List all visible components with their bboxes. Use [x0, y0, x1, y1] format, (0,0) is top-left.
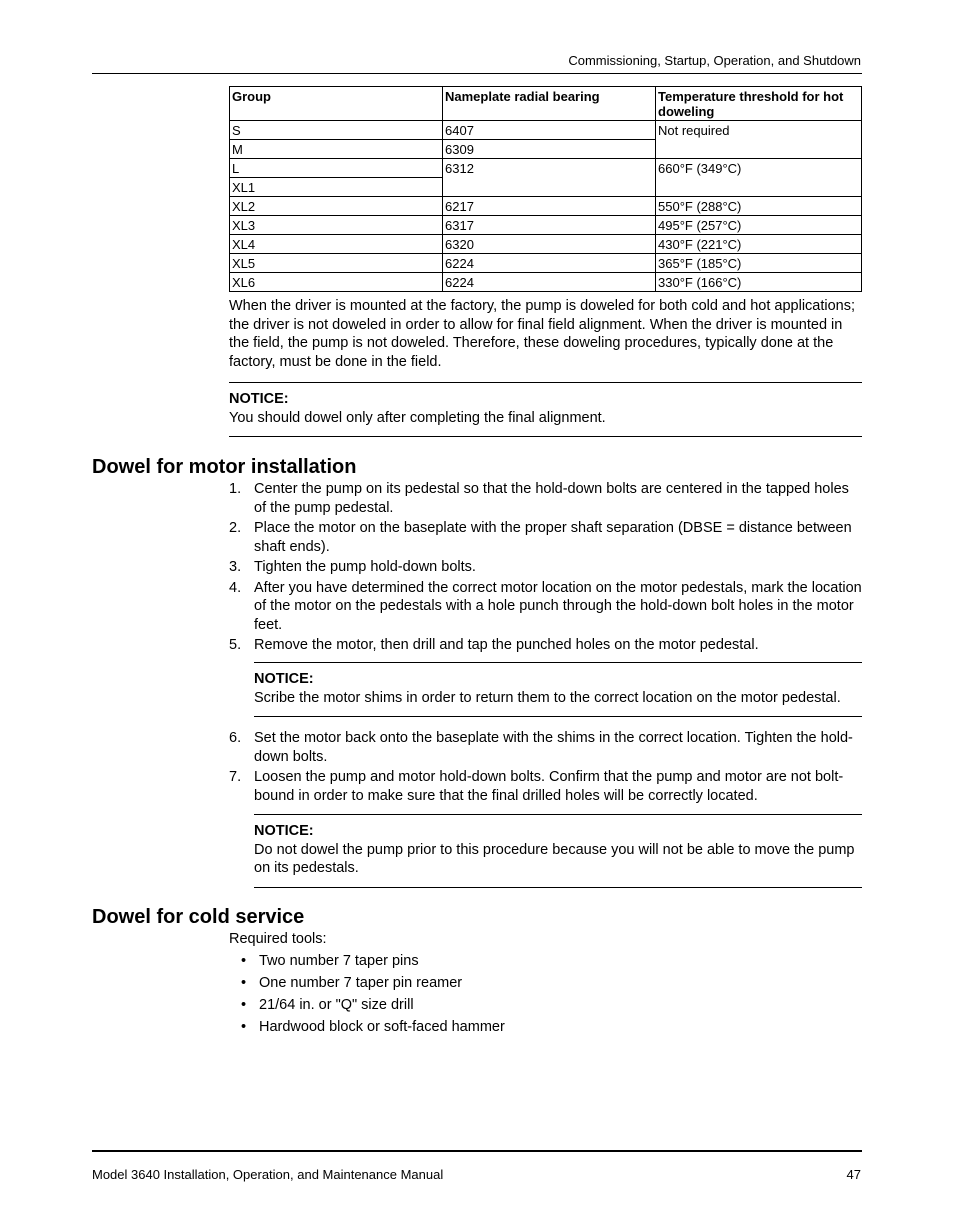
step-text: Place the motor on the baseplate with the proper shaft separation (DBSE = distance between shaft ends). — [254, 520, 852, 555]
step-number: 7. — [229, 769, 242, 785]
cell-group: XL4 — [230, 235, 443, 254]
cell-bearing: 6224 — [443, 254, 656, 273]
footer-manual-title: Model 3640 Installation, Operation, and Maintenance Manual — [92, 1167, 444, 1182]
notice-text: You should dowel only after completing the final alignment. — [229, 409, 606, 426]
cell-temperature: 430°F (221°C) — [656, 235, 862, 254]
list-item — [241, 1018, 505, 1037]
cell-bearing: 6217 — [443, 197, 656, 216]
notice-label: NOTICE: — [254, 823, 314, 839]
required-tools-intro: Required tools: — [229, 931, 327, 947]
cell-temperature: 365°F (185°C) — [656, 254, 862, 273]
cell-group: XL6 — [230, 273, 443, 292]
table-row — [230, 197, 862, 216]
list-item — [229, 768, 862, 805]
cell-group: S — [230, 121, 443, 140]
list-item — [229, 579, 862, 635]
cell-bearing: 6320 — [443, 235, 656, 254]
required-tools-list — [241, 952, 505, 1040]
table-row — [230, 273, 862, 292]
page-number: 47 — [846, 1167, 861, 1182]
cell-group: XL2 — [230, 197, 443, 216]
cell-temperature: 550°F (288°C) — [656, 197, 862, 216]
notice-text: Scribe the motor shims in order to return them to the correct location on the motor pedestal. — [254, 689, 841, 706]
table-row — [230, 216, 862, 235]
step-text: Center the pump on its pedestal so that the hold-down bolts are centered in the tapped holes of the pump pedestal. — [254, 481, 849, 516]
cell-bearing: 6224 — [443, 273, 656, 292]
cell-temperature: Not required — [656, 121, 862, 159]
notice-label: NOTICE: — [229, 391, 289, 407]
step-text: Tighten the pump hold-down bolts. — [254, 559, 476, 575]
notice-label: NOTICE: — [254, 671, 314, 687]
section-heading-cold-service: Dowel for cold service — [92, 906, 305, 928]
bullet-icon: • — [241, 953, 247, 969]
step-text: Loosen the pump and motor hold-down bolts. Confirm that the pump and motor are not bolt-bound in order to make sure that the final drilled holes will be correctly located. — [254, 769, 844, 804]
running-header: Commissioning, Startup, Operation, and Shutdown — [568, 53, 861, 68]
notice-text: Do not dowel the pump prior to this procedure because you will not be able to move the pump on its pedestals. — [254, 841, 855, 876]
cell-bearing: 6312 — [443, 159, 656, 197]
section-heading-motor-installation: Dowel for motor installation — [92, 456, 357, 478]
doweling-threshold-table — [229, 86, 862, 292]
cell-group: XL1 — [230, 178, 443, 197]
step-number: 2. — [229, 520, 242, 536]
table-row — [230, 159, 862, 178]
step-number: 3. — [229, 559, 242, 575]
motor-installation-steps — [229, 480, 862, 657]
tool-text: Hardwood block or soft-faced hammer — [259, 1019, 505, 1035]
notice-box — [254, 814, 862, 888]
notice-box — [254, 662, 862, 717]
step-text: Remove the motor, then drill and tap the punched holes on the motor pedestal. — [254, 637, 759, 653]
cell-bearing: 6317 — [443, 216, 656, 235]
table-row — [230, 121, 862, 140]
cell-group: XL5 — [230, 254, 443, 273]
cell-group: XL3 — [230, 216, 443, 235]
bullet-icon: • — [241, 975, 247, 991]
table-header-row — [230, 87, 862, 121]
step-number: 4. — [229, 579, 242, 596]
list-item — [241, 952, 505, 971]
list-item — [229, 558, 862, 577]
header-rule — [92, 73, 862, 74]
table-row — [230, 235, 862, 254]
column-header-bearing: Nameplate radial bearing — [443, 87, 656, 121]
cell-bearing: 6407 — [443, 121, 656, 140]
tool-text: 21/64 in. or "Q" size drill — [259, 997, 414, 1013]
cell-group: M — [230, 140, 443, 159]
list-item — [241, 974, 505, 993]
cell-temperature: 495°F (257°C) — [656, 216, 862, 235]
table-row — [230, 254, 862, 273]
notice-box — [229, 382, 862, 437]
motor-installation-steps-continued — [229, 729, 862, 807]
step-number: 1. — [229, 481, 242, 497]
step-number: 5. — [229, 637, 242, 653]
cell-temperature: 330°F (166°C) — [656, 273, 862, 292]
step-text: After you have determined the correct motor location on the motor pedestals, mark the location of the motor on the pedestals with a hole punch through the hold-down bolt holes in the motor feet. — [254, 579, 862, 633]
list-item — [241, 996, 505, 1015]
intro-paragraph: When the driver is mounted at the factory, the pump is doweled for both cold and hot applications; the driver is not doweled in order to allow for final field alignment. When the driver is mounted in the field, the pump is not doweled. Therefore, these doweling procedures, typically done at the factory, must be done in the field. — [229, 298, 856, 370]
tool-text: One number 7 taper pin reamer — [259, 975, 463, 991]
list-item — [229, 519, 862, 556]
step-text: Set the motor back onto the baseplate with the shims in the correct location. Tighten the hold-down bolts. — [254, 730, 853, 765]
bullet-icon: • — [241, 1019, 247, 1035]
cell-bearing: 6309 — [443, 140, 656, 159]
cell-temperature: 660°F (349°C) — [656, 159, 862, 197]
column-header-temperature: Temperature threshold for hot doweling — [656, 87, 862, 121]
column-header-group: Group — [230, 87, 443, 121]
tool-text: Two number 7 taper pins — [259, 953, 419, 969]
cell-group: L — [230, 159, 443, 178]
step-number: 6. — [229, 730, 242, 746]
list-item — [229, 480, 862, 517]
footer-rule — [92, 1150, 862, 1152]
list-item — [229, 636, 862, 655]
list-item — [229, 729, 862, 766]
bullet-icon: • — [241, 997, 247, 1013]
